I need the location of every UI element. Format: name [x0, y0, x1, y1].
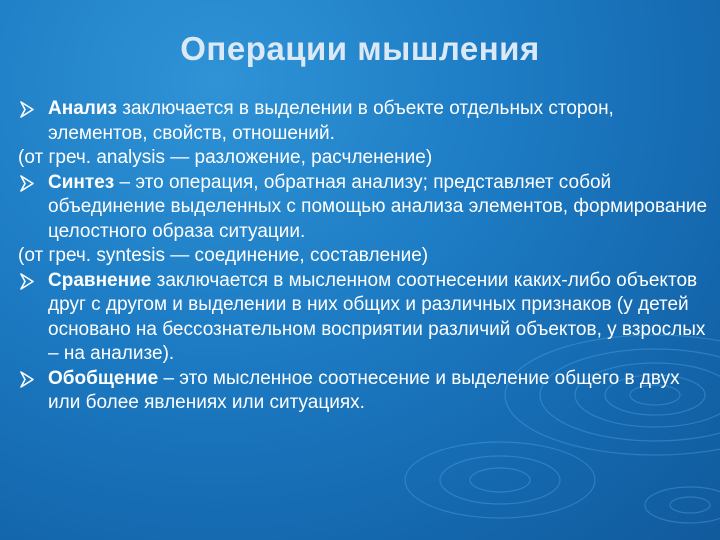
arrow-bullet-icon — [20, 371, 34, 388]
slide-content — [18, 97, 708, 416]
list-item-generalization — [18, 367, 708, 416]
arrow-bullet-icon — [20, 101, 34, 118]
term-description: заключается в выделении в объекте отдельных сторон, элементов, свойств, отношений. — [48, 98, 614, 144]
etymology-note: (от греч. syntesis — соединение, составление) — [18, 245, 429, 266]
term-description: – это операция, обратная анализу; представляет собой объединение выделенных с помощью анализа элементов, формирование целостного образа ситуации. — [48, 171, 708, 242]
term-label: Синтез — [48, 171, 115, 193]
term-description: заключается в мысленном соотнесении каких-либо объектов друг с другом и выделении в них общих и различных признаков (у детей основано на бессознательном восприятии различий объектов, у взрослых – на анализе). — [48, 269, 706, 364]
arrow-bullet-icon — [20, 175, 34, 192]
list-item-synthesis — [18, 171, 708, 245]
slide-title: Операции мышления — [180, 30, 540, 67]
term-label: Сравнение — [48, 269, 152, 291]
term-label: Анализ — [48, 98, 117, 119]
term-description: – это мысленное соотнесение и выделение общего в двух или более явлениях или ситуациях. — [48, 367, 680, 413]
list-item-analysis — [18, 97, 708, 146]
list-item-comparison — [18, 269, 708, 367]
etymology-note: (от греч. analysis — разложение, расчленение) — [18, 147, 433, 168]
term-label: Обобщение — [48, 367, 159, 389]
arrow-bullet-icon — [20, 273, 34, 290]
